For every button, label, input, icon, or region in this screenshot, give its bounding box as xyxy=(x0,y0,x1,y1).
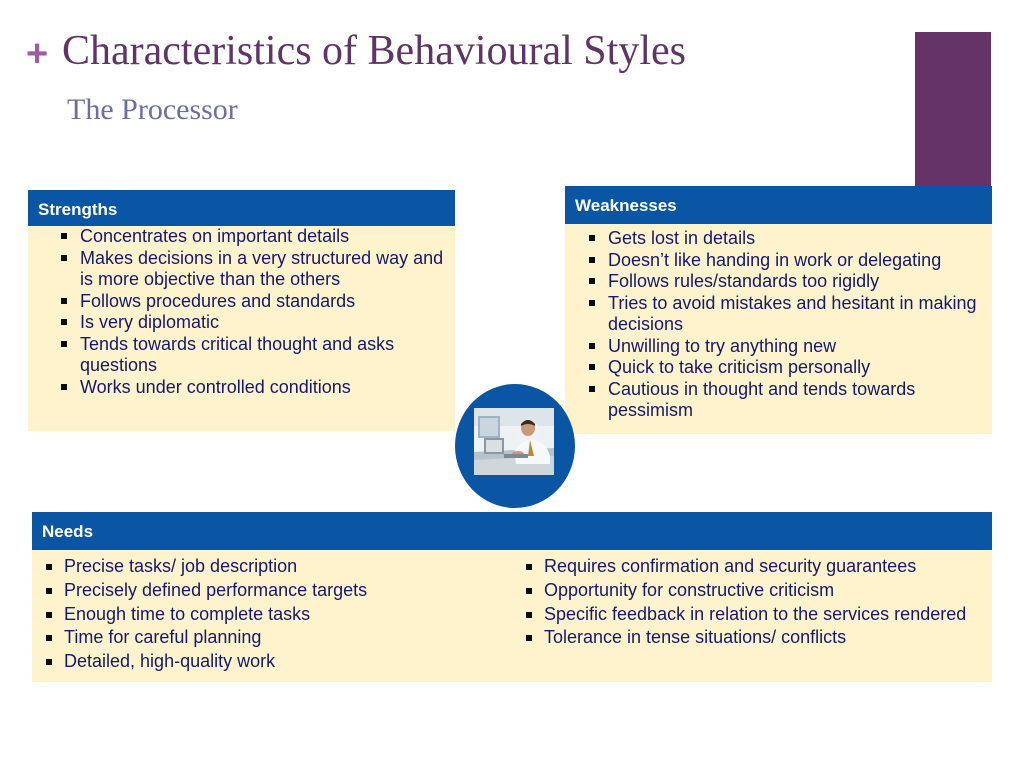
strengths-list xyxy=(28,226,455,398)
list-item: Specific feedback in relation to the services rendered xyxy=(544,603,984,627)
list-item: Time for careful planning xyxy=(64,626,504,650)
list-item: Requires confirmation and security guarantees xyxy=(544,555,984,579)
list-item: Doesn’t like handing in work or delegating xyxy=(608,250,984,272)
needs-list-right xyxy=(544,555,984,650)
strengths-heading: Strengths xyxy=(28,190,455,226)
list-item: Works under controlled conditions xyxy=(80,377,445,399)
slide-title: Characteristics of Behavioural Styles xyxy=(62,28,686,74)
list-item: Is very diplomatic xyxy=(80,312,445,334)
list-item: Quick to take criticism personally xyxy=(608,357,984,379)
weaknesses-heading: Weaknesses xyxy=(565,186,992,224)
list-item: Precisely defined performance targets xyxy=(64,579,504,603)
list-item: Unwilling to try anything new xyxy=(608,336,984,358)
weaknesses-panel xyxy=(565,186,992,434)
businessman-at-desk-icon xyxy=(474,408,554,475)
list-item: Follows rules/standards too rigidly xyxy=(608,271,984,293)
list-item: Gets lost in details xyxy=(608,228,984,250)
needs-list-left xyxy=(64,555,504,674)
list-item: Tends towards critical thought and asks questions xyxy=(80,334,445,377)
list-item: Tries to avoid mistakes and hesitant in making decisions xyxy=(608,293,984,336)
needs-heading: Needs xyxy=(32,512,992,550)
weaknesses-list xyxy=(565,224,992,422)
list-item: Follows procedures and standards xyxy=(80,291,445,313)
list-item: Enough time to complete tasks xyxy=(64,603,504,627)
list-item: Opportunity for constructive criticism xyxy=(544,579,984,603)
list-item: Cautious in thought and tends towards pessimism xyxy=(608,379,984,422)
needs-panel xyxy=(32,512,992,682)
plus-icon: + xyxy=(26,33,49,75)
businessman-photo xyxy=(474,408,554,475)
list-item: Precise tasks/ job description xyxy=(64,555,504,579)
slide-subtitle: The Processor xyxy=(67,93,238,126)
list-item: Tolerance in tense situations/ conflicts xyxy=(544,626,984,650)
list-item: Concentrates on important details xyxy=(80,226,445,248)
list-item: Detailed, high-quality work xyxy=(64,650,504,674)
list-item: Makes decisions in a very structured way and is more objective than the others xyxy=(80,247,444,289)
accent-bar xyxy=(915,32,991,187)
strengths-panel xyxy=(28,190,455,431)
